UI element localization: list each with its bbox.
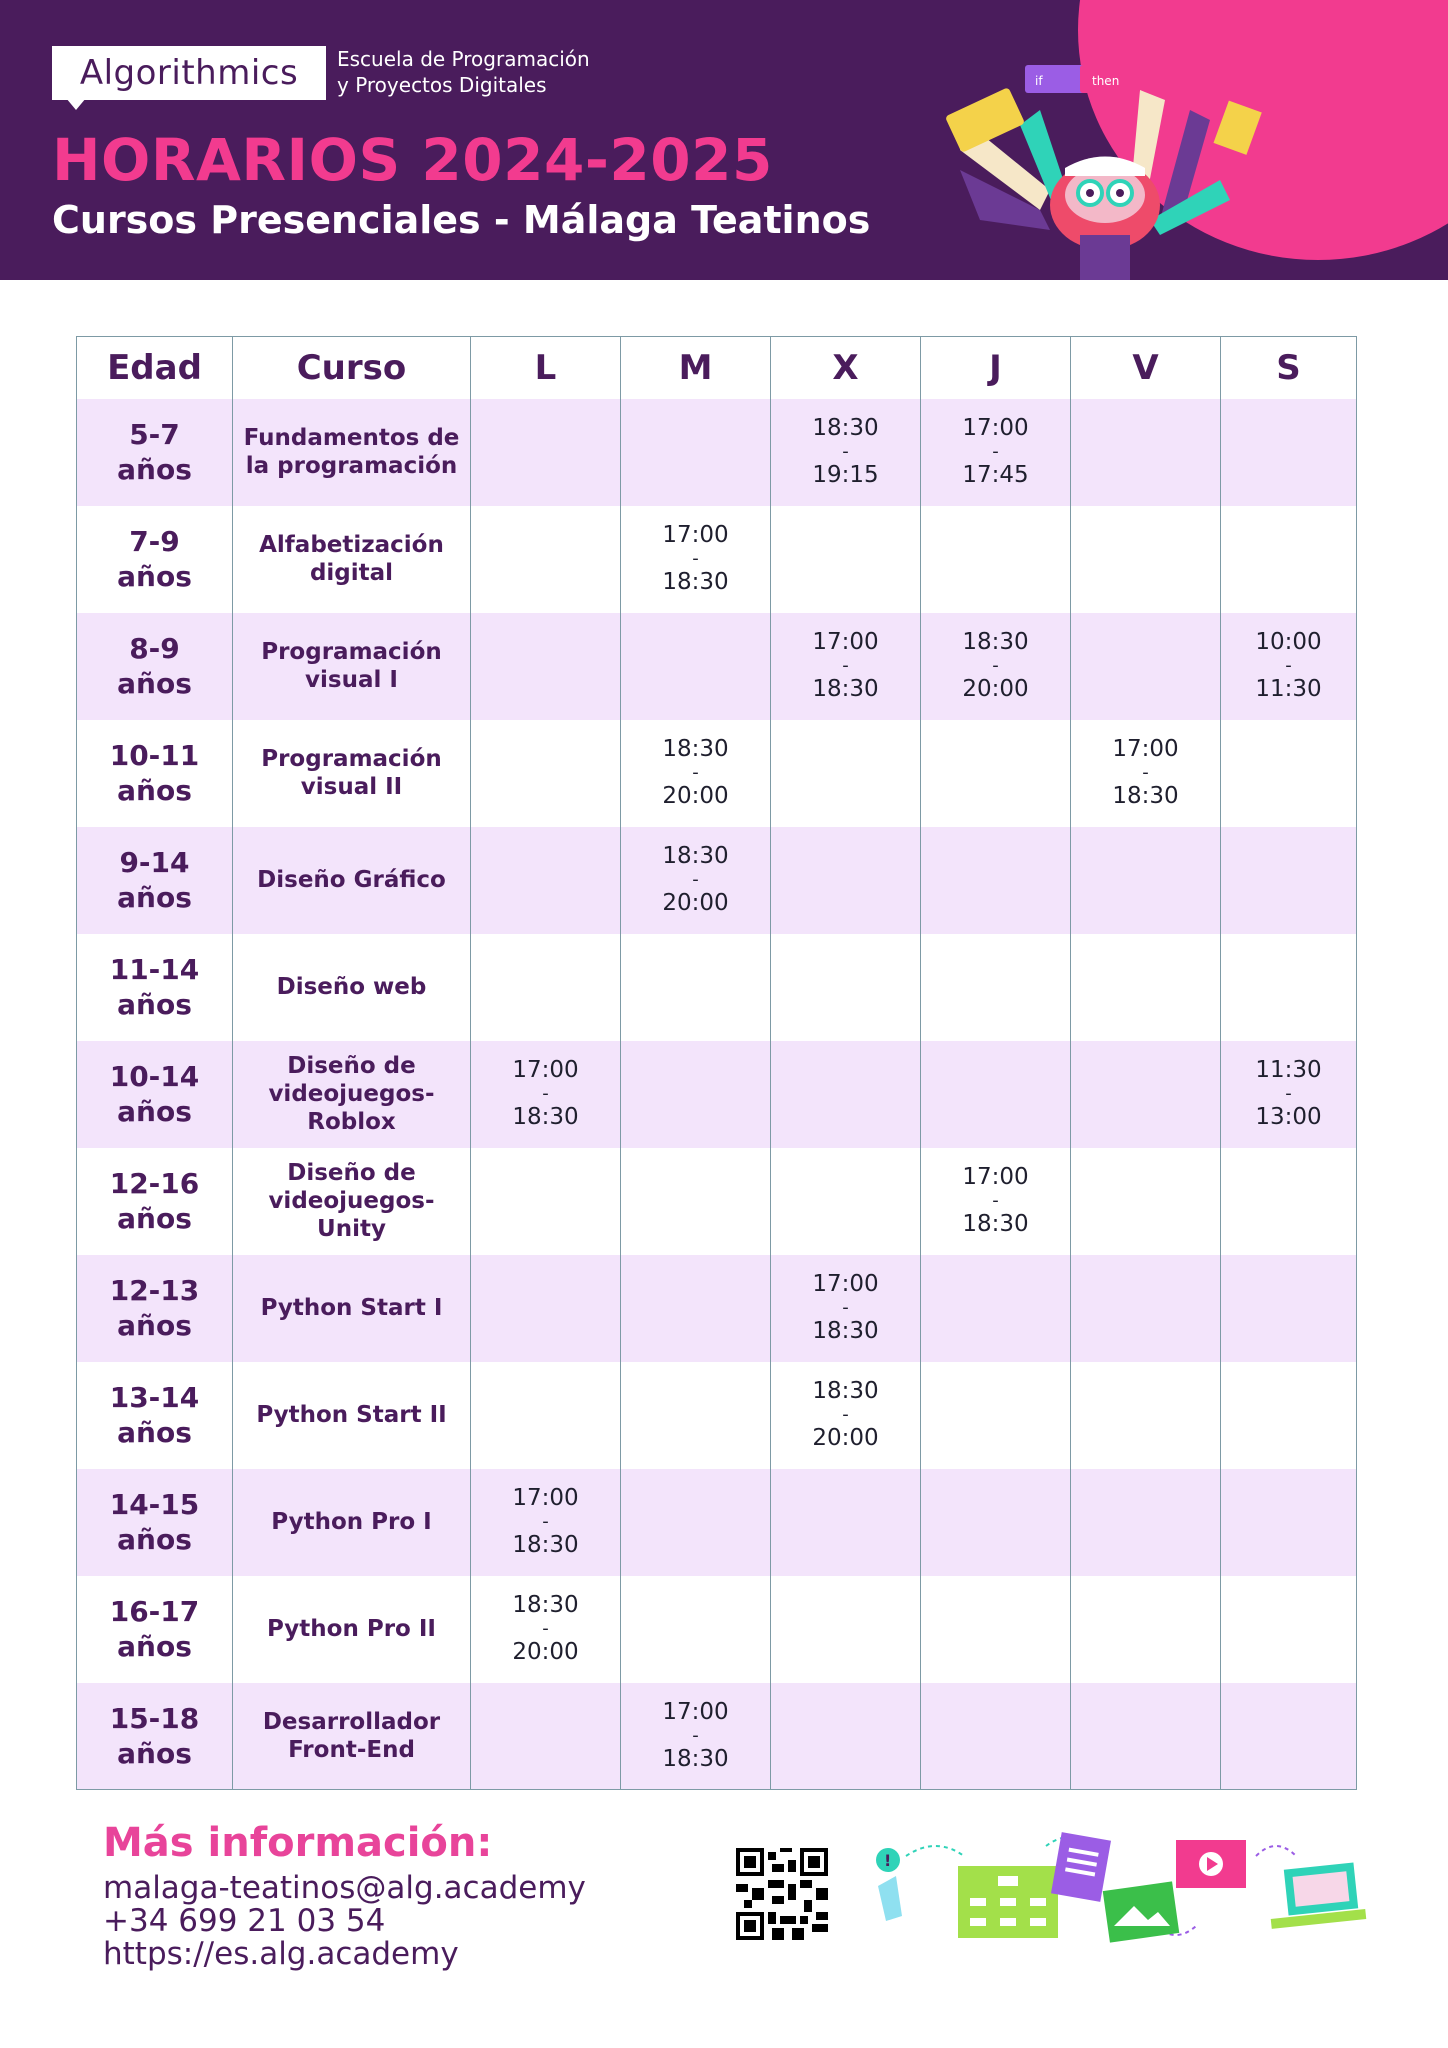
time-cell-jueves <box>921 1683 1071 1790</box>
age-range <box>77 738 232 808</box>
time-slot <box>771 415 920 489</box>
header-martes: M <box>621 337 771 399</box>
end-time: 20:00 <box>962 676 1029 702</box>
start-time: 17:00 <box>512 1485 579 1511</box>
time-cell-martes <box>621 1148 771 1255</box>
age-unit: años <box>117 881 192 914</box>
age-value: 11-14 <box>109 953 200 986</box>
end-time: 18:30 <box>962 1211 1029 1237</box>
end-time: 18:30 <box>512 1104 579 1130</box>
time-cell-miercoles <box>771 1041 921 1148</box>
table-row <box>77 1041 1357 1148</box>
time-cell-lunes <box>471 506 621 613</box>
age-value: 14-15 <box>109 1488 200 1521</box>
age-unit: años <box>117 453 192 486</box>
time-slot <box>1221 1057 1356 1131</box>
time-cell-viernes <box>1071 934 1221 1041</box>
age-range <box>77 1487 232 1557</box>
time-cell-sabado <box>1221 506 1357 613</box>
age-value: 13-14 <box>109 1381 200 1414</box>
table-row <box>77 1469 1357 1576</box>
time-separator: - <box>692 762 699 783</box>
time-cell-lunes <box>471 1576 621 1683</box>
time-cell-sabado <box>1221 934 1357 1041</box>
course-name: Alfabetización digital <box>259 532 444 586</box>
time-cell-martes <box>621 934 771 1041</box>
course-name: Python Start II <box>256 1402 447 1428</box>
table-row <box>77 1576 1357 1683</box>
age-range <box>77 1059 232 1129</box>
header-viernes: V <box>1071 337 1221 399</box>
table-row <box>77 613 1357 720</box>
age-unit: años <box>117 1736 192 1770</box>
age-range <box>77 1380 232 1450</box>
time-slot <box>771 629 920 703</box>
time-cell-jueves <box>921 1041 1071 1148</box>
time-cell-martes <box>621 1362 771 1469</box>
time-slot <box>921 1164 1070 1238</box>
table-row <box>77 399 1357 506</box>
start-time: 17:00 <box>662 1698 729 1725</box>
time-separator: - <box>692 869 699 890</box>
age-unit: años <box>117 1416 192 1449</box>
time-slot <box>1071 736 1220 810</box>
end-time: 18:30 <box>512 1532 579 1558</box>
course-name: Desarrollador Front-End <box>262 1708 441 1763</box>
age-value: 12-16 <box>109 1167 200 1200</box>
end-time: 17:45 <box>962 462 1029 488</box>
time-cell-miercoles <box>771 613 921 720</box>
course-cell <box>233 1362 471 1469</box>
course-cell <box>233 506 471 613</box>
more-info-title: Más información: <box>103 1820 493 1866</box>
age-value: 16-17 <box>109 1595 200 1628</box>
start-time: 10:00 <box>1255 629 1322 655</box>
course-name: Programación visual I <box>261 639 442 693</box>
time-cell-viernes <box>1071 613 1221 720</box>
time-cell-miercoles <box>771 1362 921 1469</box>
time-cell-sabado <box>1221 827 1357 934</box>
end-time: 18:30 <box>812 676 879 702</box>
course-cell <box>233 1576 471 1683</box>
age-range <box>77 1594 232 1664</box>
time-cell-sabado <box>1221 1041 1357 1148</box>
table-header-row <box>77 337 1357 399</box>
time-cell-miercoles <box>771 1255 921 1362</box>
header-lunes: L <box>471 337 621 399</box>
start-time: 18:30 <box>662 736 729 762</box>
coding-process-illustration <box>866 1826 1376 1956</box>
time-cell-martes <box>621 1255 771 1362</box>
age-unit: años <box>117 988 192 1021</box>
time-cell-lunes <box>471 613 621 720</box>
end-time: 18:30 <box>662 1745 729 1772</box>
time-cell-sabado <box>1221 1362 1357 1469</box>
end-time: 20:00 <box>512 1639 579 1665</box>
header-sabado: S <box>1221 337 1357 399</box>
school-tagline <box>337 46 590 98</box>
coder-character-illustration <box>920 50 1280 280</box>
table-row <box>77 1255 1357 1362</box>
if-tag: if <box>1035 74 1043 88</box>
start-time: 17:00 <box>512 1057 579 1083</box>
page-subtitle: Cursos Presenciales - Málaga Teatinos <box>52 198 871 242</box>
age-cell <box>77 934 233 1041</box>
age-cell <box>77 827 233 934</box>
age-value: 9-14 <box>119 846 190 879</box>
time-separator: - <box>542 1511 549 1532</box>
course-name: Fundamentos de la programación <box>243 425 460 479</box>
time-cell-martes <box>621 1576 771 1683</box>
table-row <box>77 506 1357 613</box>
age-value: 12-13 <box>109 1274 200 1307</box>
time-cell-martes <box>621 1041 771 1148</box>
time-cell-jueves <box>921 1148 1071 1255</box>
age-range <box>77 631 232 701</box>
age-unit: años <box>117 1630 192 1663</box>
time-cell-jueves <box>921 506 1071 613</box>
start-time: 18:30 <box>512 1592 579 1618</box>
end-time: 20:00 <box>662 890 729 916</box>
time-slot <box>621 1699 770 1773</box>
age-unit: años <box>117 667 192 700</box>
course-cell <box>233 720 471 827</box>
age-range <box>77 1701 232 1771</box>
logo-tail <box>66 98 86 110</box>
start-time: 17:00 <box>812 1271 879 1297</box>
age-cell <box>77 1576 233 1683</box>
start-time: 18:30 <box>812 1378 879 1404</box>
age-cell <box>77 1041 233 1148</box>
age-cell <box>77 1469 233 1576</box>
start-time: 18:30 <box>662 843 729 869</box>
time-cell-lunes <box>471 1683 621 1790</box>
time-cell-jueves <box>921 827 1071 934</box>
age-unit: años <box>117 774 192 807</box>
time-cell-sabado <box>1221 1148 1357 1255</box>
age-range <box>77 952 232 1022</box>
course-name: Diseño web <box>276 974 427 1000</box>
schedule-body <box>77 399 1357 1790</box>
time-cell-lunes <box>471 720 621 827</box>
time-cell-jueves <box>921 1576 1071 1683</box>
header-miercoles: X <box>771 337 921 399</box>
table-row <box>77 1362 1357 1469</box>
time-cell-lunes <box>471 934 621 1041</box>
time-cell-martes <box>621 613 771 720</box>
time-separator: - <box>842 655 849 676</box>
time-separator: - <box>1142 762 1149 783</box>
time-cell-martes <box>621 1469 771 1576</box>
course-name: Python Pro II <box>267 1616 436 1642</box>
start-time: 18:30 <box>962 629 1029 655</box>
time-cell-sabado <box>1221 399 1357 506</box>
qr-code[interactable] <box>736 1848 828 1940</box>
course-cell <box>233 1469 471 1576</box>
start-time: 18:30 <box>812 415 879 441</box>
table-row <box>77 720 1357 827</box>
time-slot <box>621 522 770 596</box>
time-cell-viernes <box>1071 827 1221 934</box>
time-cell-viernes <box>1071 506 1221 613</box>
time-separator: - <box>992 441 999 462</box>
age-value: 7-9 <box>129 525 180 558</box>
time-cell-jueves <box>921 1469 1071 1576</box>
time-cell-sabado <box>1221 1683 1357 1790</box>
time-cell-miercoles <box>771 1683 921 1790</box>
time-cell-miercoles <box>771 399 921 506</box>
time-cell-viernes <box>1071 1362 1221 1469</box>
course-name: Programación visual II <box>261 746 442 800</box>
course-name: Diseño de videojuegos-Unity <box>268 1160 435 1242</box>
age-value: 5-7 <box>129 418 180 451</box>
time-cell-lunes <box>471 1255 621 1362</box>
time-cell-sabado <box>1221 1255 1357 1362</box>
age-value: 10-14 <box>109 1060 200 1093</box>
age-value: 10-11 <box>109 739 200 772</box>
page-title: HORARIOS 2024-2025 <box>52 126 773 194</box>
age-range <box>77 524 232 594</box>
time-slot <box>471 1485 620 1559</box>
start-time: 17:00 <box>962 1164 1029 1190</box>
start-time: 17:00 <box>1112 736 1179 762</box>
start-time: 17:00 <box>962 415 1029 441</box>
logo[interactable] <box>52 46 326 100</box>
end-time: 18:30 <box>662 569 729 595</box>
table-row <box>77 1148 1357 1255</box>
course-cell <box>233 827 471 934</box>
age-cell <box>77 1255 233 1362</box>
end-time: 11:30 <box>1255 676 1322 702</box>
age-range <box>77 417 232 487</box>
age-cell <box>77 613 233 720</box>
age-unit: años <box>117 1095 192 1128</box>
time-cell-viernes <box>1071 1469 1221 1576</box>
age-cell <box>77 1683 233 1790</box>
time-cell-jueves <box>921 399 1071 506</box>
time-separator: - <box>542 1083 549 1104</box>
end-time: 18:30 <box>1112 783 1179 809</box>
time-cell-miercoles <box>771 934 921 1041</box>
time-separator: - <box>992 1190 999 1211</box>
time-cell-jueves <box>921 1362 1071 1469</box>
time-cell-sabado <box>1221 1576 1357 1683</box>
time-cell-jueves <box>921 934 1071 1041</box>
table-row <box>77 1683 1357 1790</box>
time-slot <box>471 1592 620 1666</box>
course-cell <box>233 1683 471 1790</box>
time-cell-viernes <box>1071 399 1221 506</box>
age-unit: años <box>117 560 192 593</box>
age-cell <box>77 399 233 506</box>
time-cell-miercoles <box>771 1576 921 1683</box>
end-time: 20:00 <box>662 783 729 809</box>
header-curso: Curso <box>233 337 471 399</box>
time-cell-martes <box>621 827 771 934</box>
time-cell-viernes <box>1071 1148 1221 1255</box>
time-cell-viernes <box>1071 1041 1221 1148</box>
age-value: 15-18 <box>109 1701 200 1735</box>
course-name: Diseño de videojuegos-Roblox <box>268 1053 435 1135</box>
end-time: 18:30 <box>812 1318 879 1344</box>
start-time: 17:00 <box>812 629 879 655</box>
svg-text:!: ! <box>884 1851 892 1870</box>
course-cell <box>233 399 471 506</box>
then-tag: then <box>1092 74 1120 88</box>
time-slot <box>471 1057 620 1131</box>
contact-email[interactable]: malaga-teatinos@alg.academy <box>103 1870 586 1906</box>
age-range <box>77 1273 232 1343</box>
time-cell-miercoles <box>771 720 921 827</box>
course-cell <box>233 934 471 1041</box>
time-cell-lunes <box>471 399 621 506</box>
table-row <box>77 827 1357 934</box>
end-time: 13:00 <box>1255 1104 1322 1130</box>
time-slot <box>771 1271 920 1345</box>
time-cell-jueves <box>921 1255 1071 1362</box>
school-line-1: Escuela de Programación <box>337 47 590 71</box>
course-name: Python Pro I <box>271 1509 432 1535</box>
time-cell-miercoles <box>771 827 921 934</box>
time-separator: - <box>842 1404 849 1425</box>
age-unit: años <box>117 1309 192 1342</box>
time-cell-sabado <box>1221 1469 1357 1576</box>
time-separator: - <box>1285 655 1292 676</box>
time-slot <box>1221 629 1356 703</box>
course-name: Diseño Gráfico <box>257 867 446 893</box>
contact-website[interactable]: https://es.alg.academy <box>103 1936 459 1972</box>
time-cell-viernes <box>1071 1576 1221 1683</box>
school-line-2: y Proyectos Digitales <box>337 73 547 97</box>
age-unit: años <box>117 1202 192 1235</box>
contact-phone[interactable]: +34 699 21 03 54 <box>103 1903 386 1939</box>
table-row <box>77 934 1357 1041</box>
course-cell <box>233 1255 471 1362</box>
age-cell <box>77 1148 233 1255</box>
time-cell-sabado <box>1221 613 1357 720</box>
course-cell <box>233 613 471 720</box>
time-slot <box>621 843 770 917</box>
header-jueves: J <box>921 337 1071 399</box>
time-cell-viernes <box>1071 1683 1221 1790</box>
time-cell-miercoles <box>771 506 921 613</box>
header-edad: Edad <box>77 337 233 399</box>
time-cell-martes <box>621 399 771 506</box>
time-separator: - <box>992 655 999 676</box>
time-cell-miercoles <box>771 1469 921 1576</box>
time-cell-viernes <box>1071 1255 1221 1362</box>
time-cell-lunes <box>471 827 621 934</box>
time-slot <box>921 415 1070 489</box>
time-cell-martes <box>621 1683 771 1790</box>
time-cell-jueves <box>921 720 1071 827</box>
time-cell-martes <box>621 506 771 613</box>
time-cell-martes <box>621 720 771 827</box>
time-cell-lunes <box>471 1469 621 1576</box>
course-name: Python Start I <box>260 1295 443 1321</box>
age-value: 8-9 <box>129 632 180 665</box>
end-time: 19:15 <box>812 462 879 488</box>
age-cell <box>77 720 233 827</box>
end-time: 20:00 <box>812 1425 879 1451</box>
time-cell-lunes <box>471 1362 621 1469</box>
logo-text: Algorithmics <box>79 53 299 93</box>
age-cell <box>77 506 233 613</box>
age-unit: años <box>117 1523 192 1556</box>
time-slot <box>921 629 1070 703</box>
course-cell <box>233 1041 471 1148</box>
age-range <box>77 1166 232 1236</box>
time-cell-lunes <box>471 1041 621 1148</box>
time-separator: - <box>1285 1083 1292 1104</box>
time-cell-jueves <box>921 613 1071 720</box>
start-time: 11:30 <box>1255 1057 1322 1083</box>
time-cell-miercoles <box>771 1148 921 1255</box>
time-separator: - <box>692 548 699 569</box>
time-separator: - <box>542 1618 549 1639</box>
header-banner <box>0 0 1448 280</box>
time-slot <box>771 1378 920 1452</box>
course-cell <box>233 1148 471 1255</box>
contact-info <box>103 1872 586 1971</box>
age-range <box>77 845 232 915</box>
schedule-table <box>76 336 1356 1790</box>
age-cell <box>77 1362 233 1469</box>
time-separator: - <box>842 441 849 462</box>
time-slot <box>621 736 770 810</box>
start-time: 17:00 <box>662 522 729 548</box>
time-separator: - <box>692 1724 699 1746</box>
time-cell-sabado <box>1221 720 1357 827</box>
time-separator: - <box>842 1297 849 1318</box>
time-cell-viernes <box>1071 720 1221 827</box>
time-cell-lunes <box>471 1148 621 1255</box>
